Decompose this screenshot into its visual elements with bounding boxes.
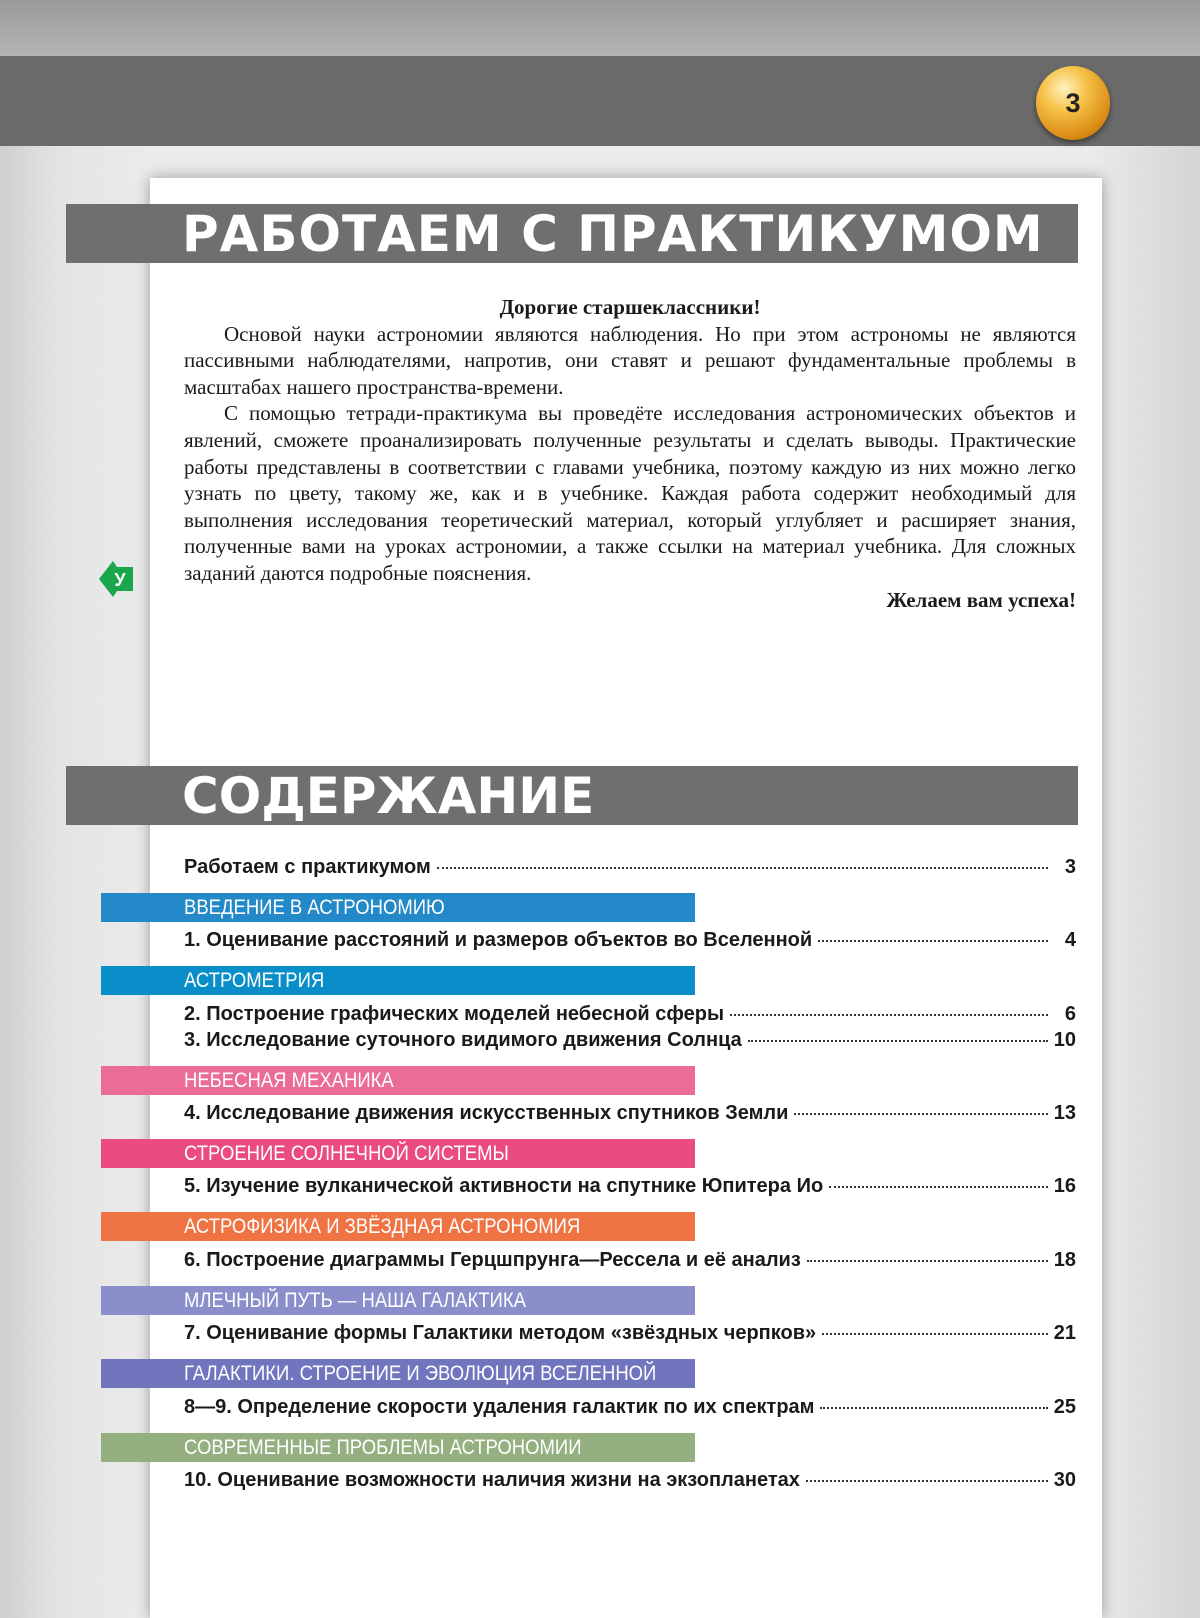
section-bar bbox=[101, 1359, 695, 1388]
page-number-badge: 3 bbox=[1036, 66, 1110, 140]
dot-leader bbox=[748, 1018, 1048, 1042]
greeting: Дорогие старшеклассники! bbox=[499, 295, 761, 319]
section-title: СОВРЕМЕННЫЕ ПРОБЛЕМЫ АСТРОНОМИИ bbox=[184, 1436, 582, 1459]
intro-paragraph-1: Основой науки астрономии являются наблюдения. Но при этом астрономы не являются пассивными наблюдателями, напротив, они ставят и решают фундаментальные проблемы в масштабах нашего пространства-времени. bbox=[184, 321, 1076, 399]
closing-wish: Желаем вам успеха! bbox=[886, 587, 1076, 612]
toc-entry[interactable] bbox=[184, 1022, 1076, 1051]
dot-leader bbox=[807, 1238, 1048, 1262]
toc-entry[interactable] bbox=[184, 1095, 1076, 1124]
title-band-workshop bbox=[66, 204, 1078, 263]
arrow-marker-icon bbox=[99, 559, 137, 599]
intro-text bbox=[184, 294, 1076, 613]
section-title: АСТРОФИЗИКА И ЗВЁЗДНАЯ АСТРОНОМИЯ bbox=[184, 1215, 581, 1238]
section-bar bbox=[101, 1433, 695, 1462]
title-band-contents bbox=[66, 766, 1078, 825]
section-bar bbox=[101, 966, 695, 995]
toc-entry-title: 6. Построение диаграммы Герцшпрунга—Рессела и её анализ bbox=[184, 1249, 801, 1271]
toc-entry-title: Работаем с практикумом bbox=[184, 856, 431, 878]
toc-entry-page: 18 bbox=[1053, 1249, 1076, 1271]
top-band bbox=[0, 0, 1200, 56]
contents-title: СОДЕРЖАНИЕ bbox=[182, 767, 595, 825]
section-bar bbox=[101, 1286, 695, 1315]
dot-leader bbox=[818, 918, 1048, 942]
toc-entry-page: 30 bbox=[1053, 1469, 1076, 1491]
dot-leader bbox=[829, 1164, 1048, 1188]
toc-entry-title: 4. Исследование движения искусственных спутников Земли bbox=[184, 1102, 789, 1124]
toc-entry-title: 1. Оценивание расстояний и размеров объектов во Вселенной bbox=[184, 929, 813, 951]
toc-entry[interactable] bbox=[184, 1168, 1076, 1197]
toc-entry-page: 16 bbox=[1053, 1175, 1076, 1197]
section-title: ВВЕДЕНИЕ В АСТРОНОМИЮ bbox=[184, 896, 445, 919]
dot-leader bbox=[437, 845, 1048, 869]
section-bar bbox=[101, 1212, 695, 1241]
toc-entry[interactable] bbox=[184, 1242, 1076, 1271]
toc-entry-page: 25 bbox=[1053, 1396, 1076, 1418]
toc-entry[interactable] bbox=[184, 1462, 1076, 1491]
dot-leader bbox=[794, 1091, 1047, 1115]
toc-entry-intro[interactable] bbox=[184, 849, 1076, 878]
toc-entry[interactable] bbox=[184, 1315, 1076, 1344]
section-title: НЕБЕСНАЯ МЕХАНИКА bbox=[184, 1069, 394, 1092]
intro-paragraph-2: С помощью тетради-практикума вы проведёте исследования астрономических объектов и явлений, сможете проанализировать полученные результаты и сделать выводы. Практические работы представлены в соответствии с главами учебника, поэтому каждую из них можно легко узнать по цвету, такому же, как и в учебнике. Каждая работа содержит необходимый для выполнения исследования теоретический материал, который углубляет и расширяет знания, полученные вами на уроках астрономии, а также ссылки на материал учебника. Для сложных заданий даются подробные пояснения. bbox=[184, 401, 1076, 585]
dot-leader bbox=[806, 1458, 1048, 1482]
toc-entry-page: 4 bbox=[1064, 929, 1076, 951]
section-title: СТРОЕНИЕ СОЛНЕЧНОЙ СИСТЕМЫ bbox=[184, 1142, 509, 1165]
toc-entry-title: 7. Оценивание формы Галактики методом «звёздных черпков» bbox=[184, 1322, 817, 1344]
section-title: АСТРОМЕТРИЯ bbox=[184, 969, 325, 992]
toc-entry-page: 6 bbox=[1064, 1003, 1076, 1025]
section-bar bbox=[101, 1139, 695, 1168]
section-title: МЛЕЧНЫЙ ПУТЬ — НАША ГАЛАКТИКА bbox=[184, 1289, 526, 1312]
toc-entry-page: 10 bbox=[1053, 1029, 1076, 1051]
toc-entry-title: 10. Оценивание возможности наличия жизни на экзопланетах bbox=[184, 1469, 800, 1491]
toc-entry-page: 21 bbox=[1053, 1322, 1076, 1344]
marker-letter: У bbox=[114, 570, 126, 590]
page-title: РАБОТАЕМ С ПРАКТИКУМОМ bbox=[182, 205, 1044, 263]
section-title: ГАЛАКТИКИ. СТРОЕНИЕ И ЭВОЛЮЦИЯ ВСЕЛЕННОЙ bbox=[184, 1362, 657, 1385]
dot-leader bbox=[730, 992, 1048, 1016]
dot-leader bbox=[822, 1311, 1048, 1335]
section-bar bbox=[101, 1066, 695, 1095]
toc-entry-title: 8—9. Определение скорости удаления галактик по их спектрам bbox=[184, 1396, 815, 1418]
toc-entry-page: 13 bbox=[1053, 1102, 1076, 1124]
toc-entry-page: 3 bbox=[1064, 856, 1076, 878]
toc-entry[interactable] bbox=[184, 1389, 1076, 1418]
toc-entry-title: 2. Построение графических моделей небесной сферы bbox=[184, 1003, 725, 1025]
header-band bbox=[0, 56, 1200, 146]
section-bar bbox=[101, 893, 695, 922]
toc-entry-title: 3. Исследование суточного видимого движения Солнца bbox=[184, 1029, 742, 1051]
toc-entry[interactable] bbox=[184, 922, 1076, 951]
dot-leader bbox=[820, 1385, 1047, 1409]
toc-entry-title: 5. Изучение вулканической активности на спутнике Юпитера Ио bbox=[184, 1175, 824, 1197]
